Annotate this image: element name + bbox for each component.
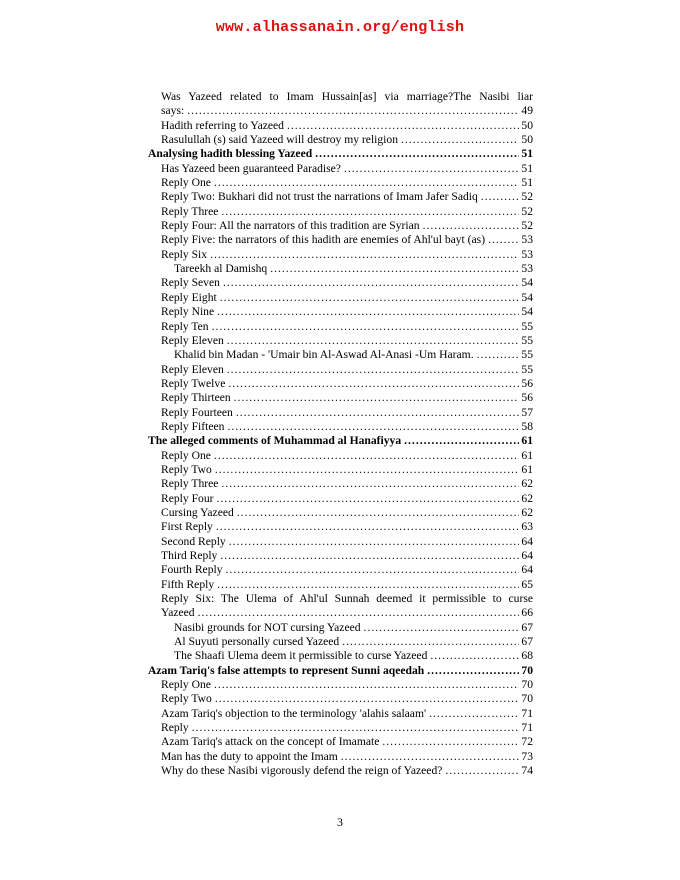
toc-entry-title: First Reply: [161, 520, 213, 534]
toc-entry-page: 49: [521, 104, 533, 118]
leader-dots: [220, 291, 520, 305]
toc-entry-page: 54: [521, 305, 533, 319]
toc-entry[interactable]: [148, 291, 533, 305]
toc-entry-page: 54: [521, 290, 533, 304]
toc-entry-title: Reply Nine: [161, 305, 215, 319]
toc-entry-title: Khalid bin Madan - 'Umair bin Al-Aswad Al-Anasi -Um Haram.: [174, 348, 474, 362]
leader-dots: [217, 305, 519, 319]
toc-entry-page: 70: [521, 678, 533, 692]
toc-entry-page: 61: [521, 434, 533, 448]
toc-entry-title: Reply Five: the narrators of this hadith are enemies of Ahl'ul bayt (as): [161, 233, 486, 247]
toc-entry-page: 55: [521, 319, 533, 333]
toc-entry-page: 50: [521, 133, 533, 147]
toc-section-heading[interactable]: [148, 147, 533, 161]
toc-entry-title: Third Reply: [161, 549, 218, 562]
toc-entry-page: 58: [521, 419, 533, 433]
toc-section-heading[interactable]: [148, 434, 533, 448]
toc-entry[interactable]: [148, 334, 533, 348]
toc-entry-title: Reply One: [161, 448, 211, 462]
toc-entry-page: 68: [521, 649, 533, 663]
toc-entry-title: Al Suyuti personally cursed Yazeed: [174, 635, 340, 649]
toc-entry-title: Reply Thirteen: [161, 391, 231, 405]
toc-entry-title: Reply Two: [161, 692, 212, 706]
leader-dots: [223, 276, 519, 290]
leader-dots: [237, 506, 520, 520]
toc-entry-page: 62: [521, 491, 533, 505]
toc-entry-page: 67: [521, 620, 533, 634]
leader-dots: [445, 764, 519, 778]
toc-entry-title: Reply Two: [161, 462, 212, 476]
leader-dots: [227, 420, 519, 434]
leader-dots: [234, 391, 520, 405]
toc-entry[interactable]: [148, 320, 533, 334]
toc-entry[interactable]: [148, 219, 533, 233]
toc-entry-title: Reply Twelve: [161, 376, 226, 390]
toc-entry-title: Rasulullah (s) said Yazeed will destroy my religion: [161, 133, 398, 147]
leader-dots: [344, 162, 519, 176]
toc-entry-page: 63: [521, 520, 533, 534]
toc-entry[interactable]: [148, 463, 533, 477]
page-number: 3: [337, 815, 343, 829]
toc-entry-title: Reply Eleven: [161, 333, 224, 347]
toc-entry-title: Nasibi grounds for NOT cursing Yazeed: [174, 620, 361, 634]
toc-entry-wrapped-line: Reply Six: The Ulema of Ahl'ul Sunnah deemed it permissible to curse: [161, 592, 533, 606]
leader-dots: [214, 176, 519, 190]
leader-dots: [217, 578, 519, 592]
leader-dots: [217, 492, 520, 506]
toc-entry[interactable]: [148, 692, 533, 706]
toc-entry-page: 72: [521, 735, 533, 749]
toc-entry-title: Reply Eleven: [161, 362, 224, 376]
toc-entry-page: 55: [521, 362, 533, 376]
leader-dots: [430, 649, 519, 663]
leader-dots: [423, 219, 520, 233]
toc-entry[interactable]: [148, 750, 533, 764]
toc-entry-title: Reply Three: [161, 204, 219, 218]
leader-dots: [341, 750, 520, 764]
toc-entry-page: 56: [521, 376, 533, 390]
toc-entry-page: 71: [521, 721, 533, 735]
toc-entry-page: 64: [521, 549, 533, 562]
toc-entry-title: Azam Tariq's attack on the concept of Imamate: [161, 735, 380, 749]
table-of-contents: [148, 90, 533, 779]
toc-entry[interactable]: [148, 506, 533, 520]
toc-entry[interactable]: [148, 520, 533, 534]
leader-dots: [227, 334, 520, 348]
leader-dots: [220, 549, 519, 563]
toc-entry-title: Reply Fourteen: [161, 405, 233, 419]
toc-entry[interactable]: [148, 133, 533, 147]
toc-entry-page: 50: [521, 118, 533, 132]
toc-entry-page: 62: [521, 505, 533, 519]
toc-entry-page: 57: [521, 405, 533, 419]
toc-entry[interactable]: [148, 305, 533, 319]
leader-dots: [315, 147, 519, 161]
toc-entry[interactable]: [148, 621, 533, 635]
toc-entry-title: Tareekh al Damishq: [174, 262, 268, 276]
leader-dots: [192, 721, 520, 735]
leader-dots: [488, 233, 519, 247]
toc-entry-title: Has Yazeed been guaranteed Paradise?: [161, 161, 341, 175]
leader-dots: [226, 563, 520, 577]
toc-entry-title: Second Reply: [161, 534, 226, 548]
toc-entry-page: 53: [521, 262, 533, 276]
toc-entry-page: 66: [521, 606, 533, 620]
toc-entry-page: 51: [521, 147, 533, 161]
toc-entry-page: 71: [521, 706, 533, 720]
leader-dots: [481, 190, 520, 204]
toc-entry-title: Reply One: [161, 176, 211, 190]
toc-entry-page: 64: [521, 534, 533, 548]
toc-entry-title: Reply Three: [161, 477, 219, 491]
leader-dots: [270, 262, 519, 276]
toc-entry[interactable]: [148, 707, 533, 721]
toc-entry-title: Cursing Yazeed: [161, 505, 234, 519]
leader-dots: [401, 133, 519, 147]
toc-entry[interactable]: [148, 276, 533, 290]
header-url: www.alhassanain.org/english: [215, 19, 465, 36]
toc-entry-page: 55: [521, 348, 533, 362]
leader-dots: [404, 434, 519, 448]
toc-entry[interactable]: [148, 176, 533, 190]
toc-entry[interactable]: [148, 678, 533, 692]
leader-dots: [187, 104, 519, 118]
toc-entry-title: Reply Six: [161, 247, 208, 261]
toc-entry-title: Hadith referring to Yazeed: [161, 118, 284, 132]
toc-entry-page: 52: [521, 204, 533, 218]
leader-dots: [221, 477, 519, 491]
leader-dots: [227, 363, 520, 377]
toc-entry-page: 55: [521, 333, 533, 347]
toc-entry-title: Azam Tariq's objection to the terminology 'alahis salaam': [161, 706, 427, 720]
leader-dots: [364, 621, 520, 635]
toc-entry[interactable]: [148, 190, 533, 204]
leader-dots: [212, 320, 520, 334]
toc-entry-page: 53: [521, 233, 533, 247]
toc-entry-title: Man has the duty to appoint the Imam: [161, 749, 338, 763]
leader-dots: [210, 248, 519, 262]
leader-dots: [214, 449, 519, 463]
toc-entry[interactable]: [148, 549, 533, 563]
leader-dots: [342, 635, 519, 649]
leader-dots: [198, 606, 520, 620]
toc-entry-title: Reply Ten: [161, 319, 209, 333]
toc-entry-title: Reply Four: All the narrators of this tradition are Syrian: [161, 219, 420, 233]
toc-entry[interactable]: [148, 205, 533, 219]
leader-dots: [477, 348, 520, 362]
leader-dots: [216, 520, 520, 534]
toc-entry-title: The Shaafi Ulema deem it permissible to curse Yazeed: [174, 649, 428, 663]
leader-dots: [429, 707, 519, 721]
toc-entry-title: Fourth Reply: [161, 563, 223, 577]
toc-entry[interactable]: [148, 119, 533, 133]
toc-entry-title: Reply One: [161, 678, 211, 692]
toc-entry[interactable]: [148, 535, 533, 549]
leader-dots: [214, 678, 519, 692]
toc-entry-page: 65: [521, 577, 533, 591]
toc-entry-title: Reply Four: [161, 491, 214, 505]
toc-entry-page: 62: [521, 477, 533, 491]
toc-entry[interactable]: [148, 606, 533, 620]
toc-entry-page: 51: [521, 161, 533, 175]
toc-entry-page: 61: [521, 448, 533, 462]
leader-dots: [236, 406, 520, 420]
toc-entry[interactable]: [148, 477, 533, 491]
toc-entry-title: Reply Fifteen: [161, 419, 225, 433]
toc-section-heading[interactable]: [148, 664, 533, 678]
toc-entry-title: Fifth Reply: [161, 577, 215, 591]
toc-entry[interactable]: [148, 492, 533, 506]
toc-entry[interactable]: [148, 248, 533, 262]
leader-dots: [427, 664, 519, 678]
toc-entry[interactable]: [148, 764, 533, 778]
toc-entry-page: 53: [521, 247, 533, 261]
toc-entry[interactable]: [148, 233, 533, 247]
toc-entry[interactable]: [148, 391, 533, 405]
leader-dots: [287, 119, 519, 133]
toc-entry[interactable]: [148, 735, 533, 749]
leader-dots: [221, 205, 519, 219]
toc-entry-title: Analysing hadith blessing Yazeed: [148, 147, 313, 161]
toc-entry-title: Reply Eight: [161, 290, 217, 304]
toc-entry-title: says:: [161, 104, 185, 118]
toc-entry[interactable]: [148, 406, 533, 420]
toc-entry[interactable]: [148, 348, 533, 362]
toc-entry[interactable]: [148, 363, 533, 377]
toc-entry-title: Why do these Nasibi vigorously defend the reign of Yazeed?: [161, 764, 443, 778]
toc-entry-page: 51: [521, 176, 533, 190]
toc-entry-page: 73: [521, 749, 533, 763]
toc-entry[interactable]: [148, 578, 533, 592]
toc-entry[interactable]: [148, 635, 533, 649]
toc-entry[interactable]: [148, 104, 533, 118]
toc-entry-page: 54: [521, 276, 533, 290]
toc-entry-page: 56: [521, 391, 533, 405]
toc-entry[interactable]: [148, 563, 533, 577]
toc-entry-page: 64: [521, 563, 533, 577]
toc-entry-page: 74: [521, 764, 533, 778]
toc-entry-page: 67: [521, 635, 533, 649]
toc-entry-title: Reply Seven: [161, 276, 220, 290]
leader-dots: [215, 463, 520, 477]
toc-entry[interactable]: [148, 420, 533, 434]
toc-entry[interactable]: [148, 649, 533, 663]
leader-dots: [215, 692, 520, 706]
toc-entry[interactable]: [148, 377, 533, 391]
toc-entry-page: 70: [521, 663, 533, 677]
toc-entry[interactable]: [148, 449, 533, 463]
toc-entry[interactable]: [148, 162, 533, 176]
leader-dots: [229, 535, 520, 549]
toc-entry-wrapped-line: Was Yazeed related to Imam Hussain[as] via marriage?The Nasibi liar: [161, 90, 533, 103]
toc-entry-page: 52: [521, 219, 533, 233]
toc-entry-title: The alleged comments of Muhammad al Hanafiyya: [148, 434, 402, 448]
toc-entry-page: 52: [521, 190, 533, 204]
toc-entry[interactable]: [148, 721, 533, 735]
toc-entry-page: 70: [521, 692, 533, 706]
toc-entry-title: Reply Two: Bukhari did not trust the narrations of Imam Jafer Sadiq: [161, 190, 478, 204]
leader-dots: [228, 377, 519, 391]
toc-entry-title: Azam Tariq's false attempts to represent Sunni aqeedah: [148, 663, 425, 677]
toc-entry-title: Yazeed: [161, 606, 195, 620]
toc-entry[interactable]: [148, 262, 533, 276]
toc-entry-page: 61: [521, 462, 533, 476]
toc-entry-title: Reply: [161, 721, 189, 735]
leader-dots: [382, 735, 519, 749]
